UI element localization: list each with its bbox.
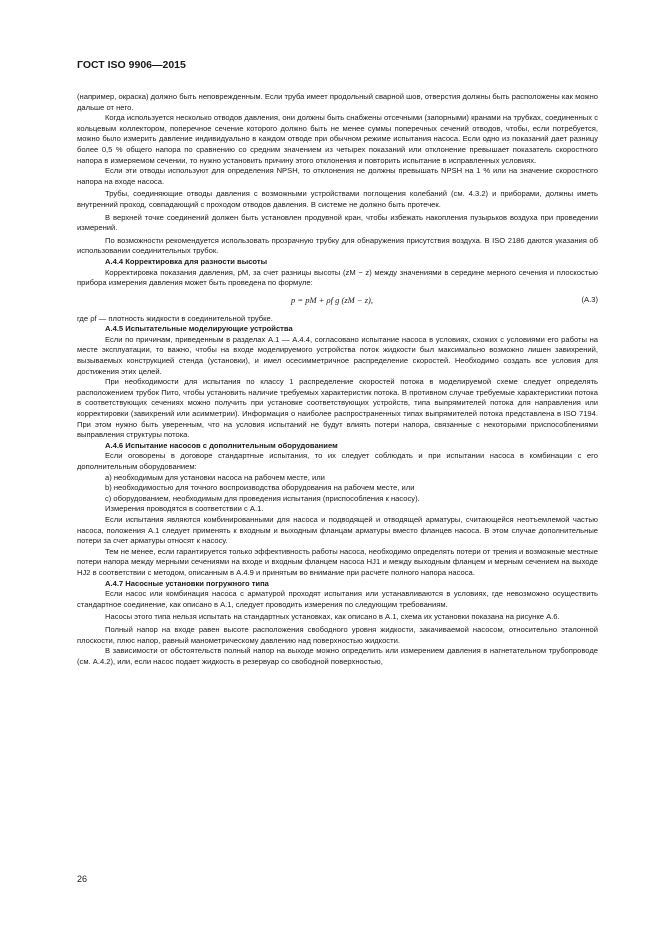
list-item: c) оборудованием, необходимым для проведения испытания (приспособления к насосу). bbox=[105, 493, 420, 503]
section-heading: А.4.6 Испытание насосов с дополнительным оборудованием bbox=[105, 440, 338, 450]
section-heading: А.4.7 Насосные установки погружного типа bbox=[105, 578, 269, 588]
paragraph: В зависимости от обстоятельств полный напор на выходе можно определить или измерением давления в нагнетательном трубопроводе (см. А.4.2), или, если насос подает жидкость в резервуар со свободной поверхностью, bbox=[77, 646, 598, 666]
paragraph: Корректировка показания давления, pM, за счет разницы высоты (zM − z) между значениями в середине мерного сечения и плоскостью прибора измерения давления может быть проведена по формуле: bbox=[77, 267, 598, 288]
list-item: a) необходимым для установки насоса на рабочем месте, или bbox=[105, 472, 325, 482]
paragraph: Насосы этого типа нельзя испытать на стандартных установках, как описано в А.1, схема их установки показана на рисунке А.6. bbox=[105, 612, 560, 622]
formula bbox=[77, 295, 598, 309]
paragraph: Тем не менее, если гарантируется только эффективность работы насоса, необходимо определять потери от трения и возможные местные потери напора между мерными сечениями на входе и входным фланцем насоса HJ1 и между выходным фланцем и мерным сечением на выходе HJ2 в соответствии с методом, описанным в А.4.9 и принятым во внимание при расчете полного напора насоса. bbox=[77, 546, 598, 577]
paragraph: Если насос или комбинация насоса с арматурой проходят испытания или устанавливаются в условиях, где невозможно осуществить стандартное соединение, как описано в А.1, следует проводить измерения по следующим требованиям. bbox=[77, 589, 598, 609]
formula-number: (А.3) bbox=[581, 294, 598, 304]
section-heading: А.4.5 Испытательные моделирующие устройства bbox=[105, 324, 293, 334]
paragraph: Когда используется несколько отводов давления, они должны быть снабжены отсечными (запорными) кранами на трубках, соединенных с кольцевым коллектором, поперечное сечение которого должно быть не менее суммы поперечных сечений отводов, чтобы, если потребуется, можно было измерить давление индивидуально в каждом отводе при обычном режиме испытания насоса. Если одно из показаний дает разницу более 0,5 % общего напора по сравнению со средним значением из четырех показаний или отклонение превышает показатель скоростного напора в измеряемом сечении, то нужно установить причину этого отклонения и повторить испытание в исправленных условиях. bbox=[77, 113, 598, 165]
paragraph: В верхней точке соединений должен быть установлен продувной кран, чтобы избежать накопления пузырьков воздуха при проведении измерений. bbox=[77, 212, 598, 233]
paragraph: (например, окраска) должно быть неповрежденным. Если труба имеет продольный сварной шов, отверстия должны быть расположены как можно дальше от него. bbox=[77, 92, 598, 112]
document-header: ГОСТ ISO 9906—2015 bbox=[77, 59, 186, 71]
paragraph: Трубы, соединяющие отводы давления с возможными устройствами поглощения колебаний (см. 4.3.2) и приборами, должны иметь внутренний проход, совпадающий с проходом отводов давления. В системе не должно быть протечек. bbox=[77, 189, 598, 209]
paragraph: Если испытания являются комбинированными для насоса и подводящей и отводящей арматуры, считающейся неотъемлемой частью насоса, положения А.1 следует применять к входным и выходным фланцам арматуры вместо фланцев насоса. В этом случае дополнительные потери за счет арматуры относят к насосу. bbox=[77, 514, 598, 546]
paragraph: Измерения проводятся в соответствии с А.1. bbox=[105, 504, 264, 514]
paragraph: Полный напор на входе равен высоте расположения свободного уровня жидкости, закачиваемой насосом, относительно эталонной плоскости, плюс напор, равный манометрическому давлению над поверхностью жидкости. bbox=[77, 624, 598, 645]
paragraph: При необходимости для испытания по классу 1 распределение скоростей потока в моделируемой схеме следует определять расположением трубок Пито, чтобы установить наличие требуемых характеристик потока. В противном случае требуемые характеристики потока в соответствующих сечениях можно получить при установке соответствующих устройств, типа выпрямителей потока для направления или корректировки (завихрений или асимметрии). Информация о наиболее распространенных типах выпрямителей потока представлена в ISO 7194. При этом нужно быть уверенным, что на условия испытаний не будут влиять потери напора, связанные с некоторыми приспособлениями выправления структуры потока. bbox=[77, 377, 598, 440]
paragraph: Если эти отводы используют для определения NPSH, то отклонения не должны превышать NPSH на 1 % или на значение скоростного напора на входе насоса. bbox=[77, 166, 598, 186]
page-number: 26 bbox=[77, 874, 88, 884]
list-item: b) необходимостью для точного воспроизводства оборудования на рабочем месте, или bbox=[105, 483, 415, 493]
formula-expression: p = pM + ρf g (zM − z), bbox=[291, 294, 373, 305]
paragraph: Если оговорены в договоре стандартные испытания, то их следует соблюдать и при испытании насоса в комбинации с его дополнительным оборудованием: bbox=[77, 451, 598, 471]
paragraph: где ρf — плотность жидкости в соединительной трубке. bbox=[77, 313, 273, 323]
document-body bbox=[77, 92, 598, 667]
section-heading: А.4.4 Корректировка для разности высоты bbox=[105, 256, 268, 266]
paragraph: Если по причинам, приведенным в разделах А.1 — А.4.4, согласовано испытание насоса в условиях, схожих с условиями его работы на месте эксплуатации, то важно, чтобы на входе моделируемого устройства поток жидкости был максимально возможно лишен завихрений, вызываемых конструкцией стенда (установки), и имел осесимметричное распределение скоростей. Необходимо создать все условия для достижения этих целей. bbox=[77, 334, 598, 376]
paragraph: По возможности рекомендуется использовать прозрачную трубку для обнаружения присутствия воздуха. В ISO 2186 даются указания об использовании соединительных трубок. bbox=[77, 235, 598, 256]
